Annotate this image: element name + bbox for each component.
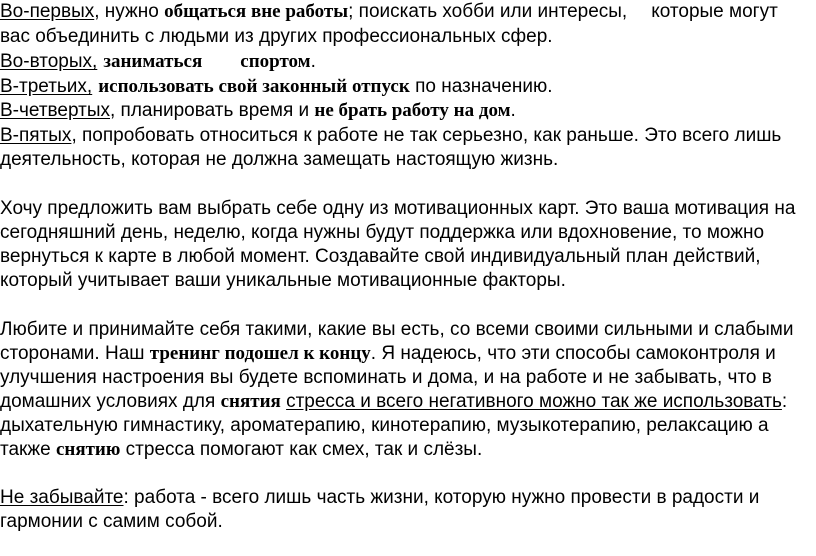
p3-line-4 [0, 390, 787, 414]
text-run: В-пятых [0, 125, 72, 146]
text-run: , планировать время и [110, 100, 315, 121]
p1-line-1 [0, 0, 778, 24]
p4-line-2 [0, 510, 223, 534]
text-run: улучшения настроения вы будете вспоминать и дома, и на работе и не забывать, что в [0, 367, 772, 388]
text-run: который учитывает ваши уникальные мотивационные факторы. [0, 270, 566, 291]
p1-line-5 [0, 99, 516, 123]
p1-line-3 [0, 50, 316, 74]
text-run: стресса и всего негативного можно так же использовать [286, 391, 782, 412]
text-run: . [510, 100, 516, 121]
text-run: , попробовать относиться к работе не так серьезно, как раньше. Это всего лишь [71, 125, 782, 146]
text-run: Любите и принимайте себя такими, какие вы есть, со всеми своими сильными и слабыми [0, 319, 794, 340]
text-run: , нужно [94, 1, 165, 22]
text-run: В-четвертых [0, 100, 110, 121]
text-run: также [0, 439, 56, 460]
p3-line-1 [0, 318, 793, 342]
p3-line-6 [0, 438, 482, 462]
text-run: : [781, 391, 788, 412]
text-run: снятия [220, 391, 281, 412]
p4-line-1 [0, 486, 759, 510]
text-run: общаться вне работы [164, 1, 349, 22]
text-run: . Я надеюсь, что эти способы самоконтроля и [370, 343, 776, 364]
p1-line-7 [0, 148, 558, 172]
p3-line-3 [0, 366, 772, 390]
text-run: сегодняшний день, неделю, когда нужны будут поддержка или вдохновение, то можно [0, 222, 765, 243]
text-run: сторонами. Наш [0, 343, 150, 364]
text-run: ; поискать хобби или интересы, [348, 1, 628, 22]
text-run: спортом [240, 51, 311, 72]
text-run: не брать работу на дом [314, 100, 511, 121]
text-run: деятельность, которая не должна замещать настоящую жизнь. [0, 149, 559, 170]
p2-line-3 [0, 245, 761, 269]
p3-line-5 [0, 414, 769, 438]
text-run: снятию [55, 439, 121, 460]
p1-line-6 [0, 124, 781, 148]
text-run: домашних условиях для [0, 391, 221, 412]
text-run: : работа - всего лишь часть жизни, которую нужно провести в радости и [123, 487, 760, 508]
text-run: по назначению. [409, 76, 553, 97]
text-run: . [310, 51, 316, 72]
p2-line-1 [0, 197, 795, 221]
text-run: заниматься [103, 51, 203, 72]
p2-line-2 [0, 221, 764, 245]
text-run: стресса помогают как смех, так и слёзы. [120, 439, 483, 460]
p1-line-2 [0, 25, 553, 49]
p3-line-2 [0, 342, 776, 366]
text-run: Во-вторых, [0, 51, 98, 72]
text-run: вернуться к карте в любой момент. Создавайте свой индивидуальный план действий, [0, 246, 761, 267]
text-run: Хочу предложить вам выбрать себе одну из мотивационных карт. Это ваша мотивация на [0, 198, 796, 219]
text-run: Не забывайте [0, 487, 124, 508]
p2-line-4 [0, 269, 566, 293]
p1-line-4 [0, 75, 553, 99]
text-run: дыхательную гимнастику, ароматерапию, кинотерапию, музыкотерапию, релаксацию а [0, 415, 769, 436]
text-run: гармонии с самим собой. [0, 511, 223, 532]
text-run: В-третьих, [0, 76, 93, 97]
text-run: тренинг подошел к концу [149, 343, 371, 364]
text-run: Во-первых [0, 1, 95, 22]
text-run: использовать свой законный отпуск [98, 76, 410, 97]
text-run: которые могут [651, 1, 778, 22]
text-run: вас объединить с людьми из других профессиональных сфер. [0, 26, 553, 47]
